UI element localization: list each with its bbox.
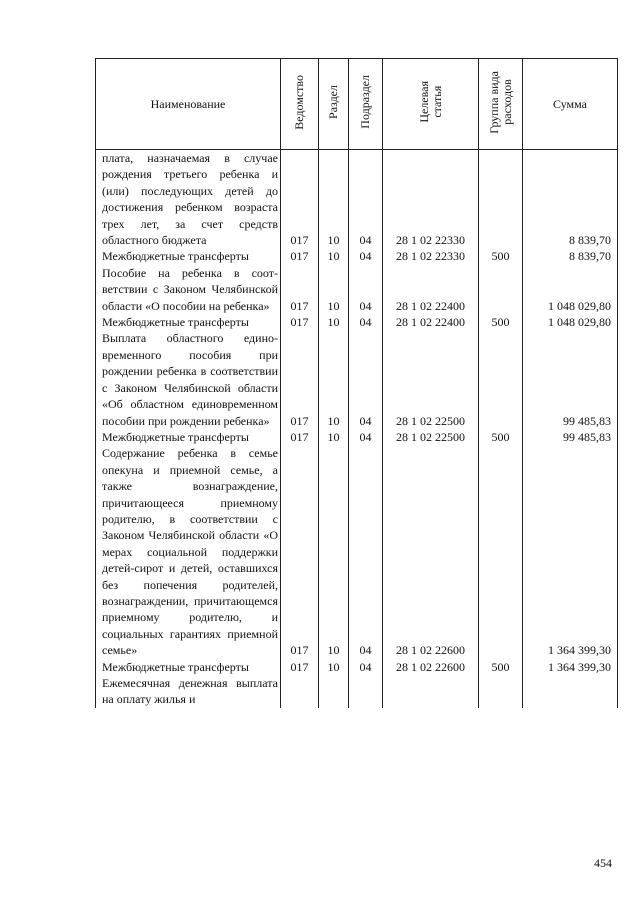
row-podrazdel-cell: [349, 675, 383, 708]
row-gruppa-cell: 500: [479, 314, 523, 330]
row-podrazdel-cell: 04: [349, 248, 383, 264]
row-summa-cell: 1 364 399,30: [523, 445, 618, 658]
header-summa: Сумма: [523, 59, 618, 150]
row-vedomstvo-cell: 017: [281, 248, 319, 264]
row-celevaya-cell: 28 1 02 22600: [383, 659, 479, 675]
row-gruppa-cell: 500: [479, 429, 523, 445]
row-celevaya-cell: [383, 675, 479, 708]
row-name-cell: Межбюджетные трансферты: [96, 248, 281, 264]
row-gruppa-cell: [479, 330, 523, 428]
row-celevaya-cell: 28 1 02 22400: [383, 314, 479, 330]
row-summa-cell: 1 364 399,30: [523, 659, 618, 675]
table-row-continued: [96, 675, 618, 708]
row-name-cell: Содержание ребенка в семье опекуна и приемной семье, а также вознаграждение, причитающееся приемному родителю, в соответствии с Законом Челябинской области «О мерах социальной поддержки детей-сирот и детей, оставшихся без попечения родителей, вознаграждении, причитающемся приемному родителю, и социальных гарантиях приемной семье»: [96, 445, 281, 658]
header-razdel: Раздел: [319, 59, 349, 150]
row-summa-cell: 8 839,70: [523, 150, 618, 249]
header-vedomstvo: Ведомство: [281, 59, 319, 150]
table-row: [96, 429, 618, 445]
row-celevaya-cell: 28 1 02 22330: [383, 150, 479, 249]
table-body: [96, 150, 618, 709]
row-name-cell: плата, назначаемая в случае рождения третьего ребенка и (или) последующих детей до достижения ребенком возраста трех лет, за счет средств областного бюджета: [96, 150, 281, 249]
row-vedomstvo-cell: 017: [281, 445, 319, 658]
table-row: [96, 248, 618, 264]
row-vedomstvo-cell: 017: [281, 659, 319, 675]
row-razdel-cell: 10: [319, 248, 349, 264]
header-name: Наименование: [96, 59, 281, 150]
row-summa-cell: 1 048 029,80: [523, 314, 618, 330]
row-name-cell: Межбюджетные трансферты: [96, 314, 281, 330]
row-vedomstvo-cell: 017: [281, 314, 319, 330]
header-gruppa-vida-rashodov: Группа вида расходов: [479, 59, 523, 150]
row-podrazdel-cell: 04: [349, 429, 383, 445]
row-gruppa-cell: 500: [479, 248, 523, 264]
row-name-cell: Пособие на ребенка в соответствии с Законом Челябинской области «О пособии на ребенка»: [96, 265, 281, 314]
page-number: 454: [594, 856, 612, 870]
row-razdel-cell: 10: [319, 265, 349, 314]
table-row: [96, 314, 618, 330]
table-row: [96, 659, 618, 675]
row-name-cell: Выплата областного единовременного пособия при рождении ребенка в соответствии с Законом Челябинской области «Об областном единовременном пособии при рождении ребенка»: [96, 330, 281, 428]
table-header: [96, 59, 618, 150]
row-gruppa-cell: [479, 265, 523, 314]
table-row: [96, 150, 618, 249]
row-podrazdel-cell: 04: [349, 445, 383, 658]
row-podrazdel-cell: 04: [349, 659, 383, 675]
row-gruppa-cell: [479, 675, 523, 708]
row-celevaya-cell: 28 1 02 22330: [383, 248, 479, 264]
row-celevaya-cell: 28 1 02 22500: [383, 330, 479, 428]
row-podrazdel-cell: 04: [349, 150, 383, 249]
row-razdel-cell: 10: [319, 659, 349, 675]
row-vedomstvo-cell: 017: [281, 265, 319, 314]
row-vedomstvo-cell: 017: [281, 330, 319, 428]
row-podrazdel-cell: 04: [349, 314, 383, 330]
row-gruppa-cell: 500: [479, 659, 523, 675]
row-summa-cell: 99 485,83: [523, 330, 618, 428]
row-name-cell: Межбюджетные трансферты: [96, 429, 281, 445]
row-gruppa-cell: [479, 445, 523, 658]
header-celevaya-statya: Целевая статья: [383, 59, 479, 150]
table-row: [96, 330, 618, 428]
row-name-cell: Межбюджетные трансферты: [96, 659, 281, 675]
row-podrazdel-cell: 04: [349, 265, 383, 314]
row-summa-cell: 1 048 029,80: [523, 265, 618, 314]
row-summa-cell: 99 485,83: [523, 429, 618, 445]
row-celevaya-cell: 28 1 02 22600: [383, 445, 479, 658]
row-name-cell: Ежемесячная денежная выплата на оплату жилья и: [96, 675, 281, 708]
row-razdel-cell: 10: [319, 314, 349, 330]
row-razdel-cell: [319, 675, 349, 708]
row-vedomstvo-cell: 017: [281, 429, 319, 445]
row-razdel-cell: 10: [319, 330, 349, 428]
row-gruppa-cell: [479, 150, 523, 249]
row-podrazdel-cell: 04: [349, 330, 383, 428]
row-summa-cell: 8 839,70: [523, 248, 618, 264]
row-razdel-cell: 10: [319, 150, 349, 249]
row-summa-cell: [523, 675, 618, 708]
row-vedomstvo-cell: 017: [281, 150, 319, 249]
row-celevaya-cell: 28 1 02 22400: [383, 265, 479, 314]
row-razdel-cell: 10: [319, 445, 349, 658]
table-row: [96, 265, 618, 314]
header-podrazdel: Подраздел: [349, 59, 383, 150]
budget-table: [95, 58, 618, 708]
table-row: [96, 445, 618, 658]
row-vedomstvo-cell: [281, 675, 319, 708]
row-celevaya-cell: 28 1 02 22500: [383, 429, 479, 445]
row-razdel-cell: 10: [319, 429, 349, 445]
